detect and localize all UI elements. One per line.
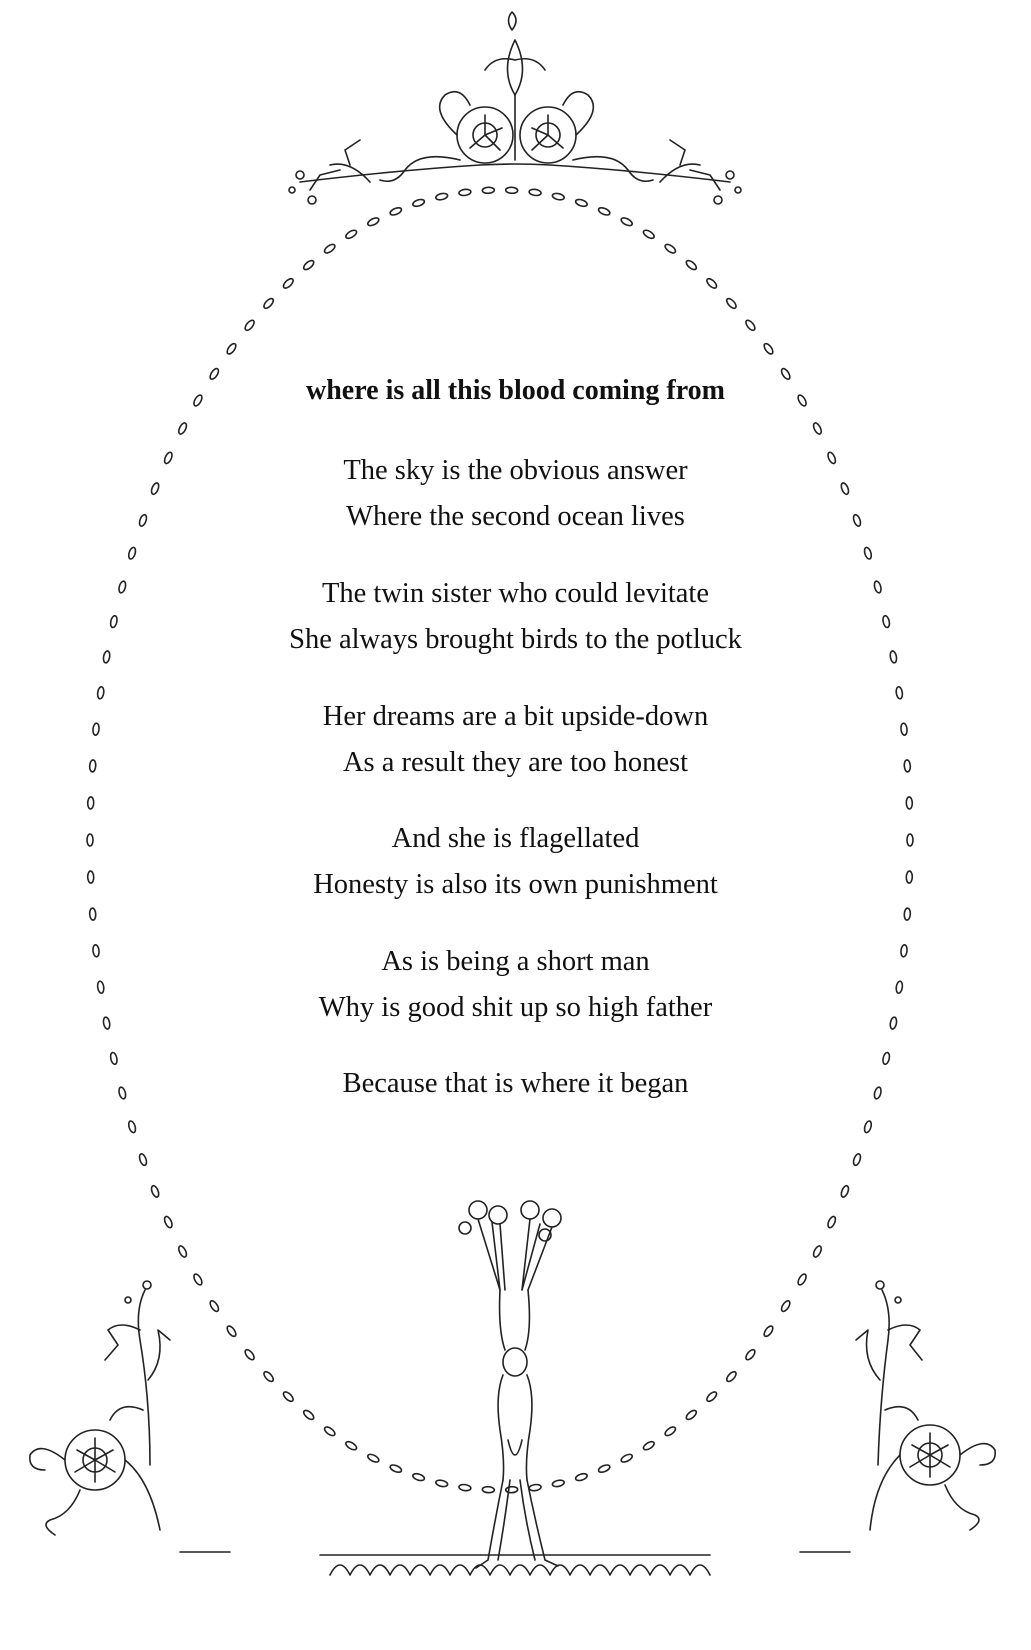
stanza (0, 1061, 1031, 1107)
frame-dot (744, 1348, 756, 1361)
poem-line: Honesty is also its own punishment (313, 869, 718, 900)
frame-dot (506, 1486, 518, 1493)
poem-title: where is all this blood coming from (306, 375, 725, 406)
frame-dot (812, 1245, 823, 1258)
stanza (0, 939, 1031, 1031)
frame-dot (863, 1120, 872, 1133)
frame-dot (904, 908, 911, 920)
frame-dot (192, 1273, 203, 1286)
frame-dot (150, 1185, 160, 1198)
frame-dot (177, 422, 188, 435)
frame-dot (302, 1409, 315, 1421)
frame-dot (642, 229, 655, 240)
frame-dot (226, 1325, 238, 1338)
frame-dot (812, 422, 823, 435)
frame-dot (826, 1215, 836, 1228)
frame-dot (620, 1453, 633, 1464)
frame-dot (412, 198, 425, 207)
frame-dot (664, 243, 677, 255)
rosette-vine-ornament (30, 1281, 230, 1552)
frame-dot (705, 277, 718, 290)
frame-dot (725, 1370, 738, 1383)
frame-dot (552, 1479, 565, 1488)
frame-dot (435, 1479, 448, 1488)
frame-dot (763, 342, 775, 355)
frame-dot (177, 1245, 188, 1258)
frame-dot (87, 797, 93, 809)
frame-dot (127, 547, 136, 560)
frame-dot (763, 1325, 775, 1338)
frame-dot (852, 1153, 862, 1166)
frame-dot (620, 216, 633, 227)
frame-dot (367, 1453, 380, 1464)
frame-dot (482, 187, 494, 194)
frame-dot (243, 319, 255, 332)
frame-dot (664, 1425, 677, 1437)
frame-dot (302, 259, 315, 271)
frame-dot (89, 908, 96, 920)
frame-dot (323, 243, 336, 255)
frame-dot (506, 187, 518, 194)
poem-line: The sky is the obvious answer (343, 455, 688, 486)
frame-dot (138, 1153, 148, 1166)
poem-line: Because that is where it began (342, 1068, 689, 1099)
poem-line: Why is good shit up so high father (318, 992, 713, 1023)
stanza (0, 816, 1031, 908)
frame-dot (367, 216, 380, 227)
frame-dot (642, 1440, 655, 1451)
stanza (0, 448, 1031, 540)
frame-dot (552, 192, 565, 201)
frame-dot (282, 1390, 295, 1403)
poem-line: And she is flagellated (391, 823, 640, 854)
frame-dot (705, 1390, 718, 1403)
rosette-vine-ornament (800, 1281, 995, 1552)
frame-dot (282, 277, 295, 290)
frame-dot (127, 1120, 136, 1133)
frame-dot (575, 198, 588, 207)
frame-dot (575, 1472, 588, 1481)
frame-dot (412, 1472, 425, 1481)
stanza (0, 571, 1031, 663)
figure-holding-flowers-drawing (459, 1201, 561, 1568)
frame-dot (262, 297, 275, 310)
frame-dot (840, 1185, 850, 1198)
frame-dot (906, 797, 912, 809)
frame-dot (323, 1425, 336, 1437)
frame-dot (209, 1299, 221, 1312)
frame-dot (226, 342, 238, 355)
frame-dot (389, 1464, 402, 1474)
frame-dot (685, 1409, 698, 1421)
frame-dot (796, 1273, 807, 1286)
arched-base-line (320, 1555, 710, 1575)
poem-line: As is being a short man (381, 946, 650, 977)
frame-dot (345, 1440, 358, 1451)
poem-line: The twin sister who could levitate (321, 578, 710, 609)
frame-dot (345, 229, 358, 240)
frame-dot (389, 206, 402, 216)
frame-dot (863, 547, 872, 560)
floral-crest-ornament (289, 12, 741, 204)
frame-dot (598, 1464, 611, 1474)
frame-dot (459, 1484, 472, 1492)
stanza (0, 694, 1031, 786)
frame-dot (685, 259, 698, 271)
frame-dot (529, 1484, 542, 1492)
frame-dot (725, 297, 738, 310)
poem-line: Where the second ocean lives (346, 501, 685, 532)
frame-dot (243, 1348, 255, 1361)
frame-dot (482, 1486, 494, 1493)
frame-dot (459, 189, 472, 197)
poem-line: She always brought birds to the potluck (289, 624, 742, 655)
frame-dot (744, 319, 756, 332)
frame-dot (780, 1299, 792, 1312)
poem-line: Her dreams are a bit upside-down (322, 701, 709, 732)
frame-dot (529, 189, 542, 197)
poem-line: As a result they are too honest (342, 747, 689, 778)
frame-dot (163, 1215, 173, 1228)
frame-dot (598, 206, 611, 216)
frame-dot (262, 1370, 275, 1383)
frame-dot (435, 192, 448, 201)
